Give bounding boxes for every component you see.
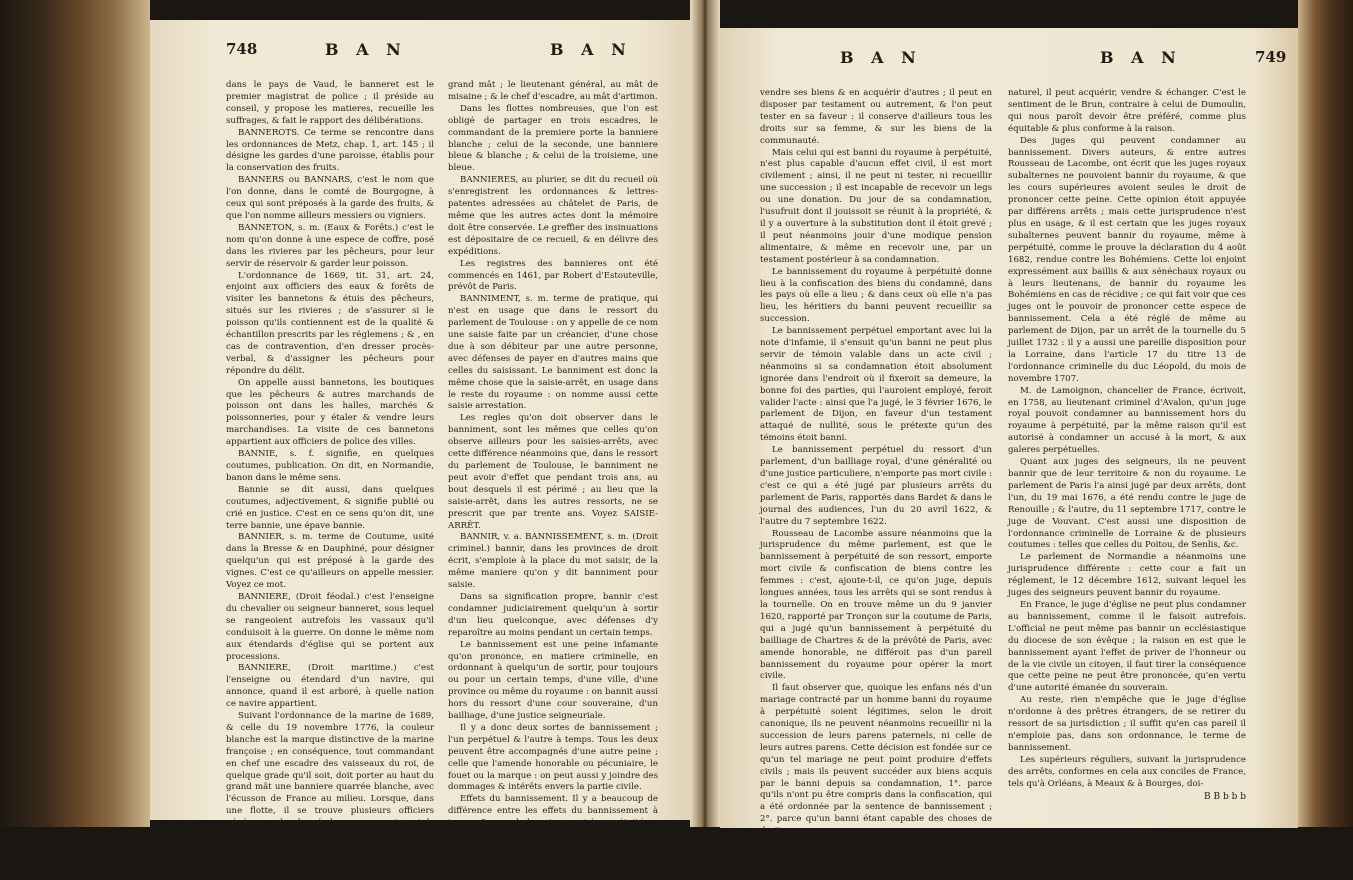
paragraph: BANNIERES, au plurier, se dit du recueil où s'enregistrent les ordonnances & lettres-patentes adressées au châtelet de Paris, de même que les autres actes dont la mémoire doit être conservée. Le greffier des insinuations est dépositaire de ce recueil, & en délivre des expéditions. xyxy=(448,175,658,257)
footer-title: Jurisprudence. Tome I. xyxy=(760,838,860,849)
paragraph: Le bannissement est une peine infamante qu'on prononce, en matiere criminelle, en ordonnant à quelqu'un de sortir, pour toujours ou pour un certain temps, d'une ville, d'une province ou même du royaume : on bannit aussi hors du ressort d'une cour souveraine, d'un bailliage, d'une justice seigneuriale. xyxy=(448,639,658,722)
paragraph: BANNIER, s. m. terme de Coutume, usité dans la Bresse & en Dauphiné, pour désigner quelqu'un qui est préposé à la garde des vignes. C'est ce qu'ailleurs on appelle messier. Voyez ce mot. xyxy=(226,532,434,591)
paragraph: Les supérieurs réguliers, suivant la jurisprudence des arrêts, conformes en cela aux conciles de France, tels qu'à Orléans, à Meaux & à Bourges, doi- xyxy=(1008,754,1246,789)
paragraph: BANNETON, s. m. (Eaux & Forêts.) c'est le nom qu'on donne à une espece de coffre, posé dans les rivieres par les pêcheurs, pour leur servir de réservoir & garder leur poisson. xyxy=(226,222,434,269)
paragraph: Les regles qu'on doit observer dans le banniment, sont les mêmes que celles qu'on observe ailleurs pour les saisies-arrêts, avec cette différence néanmoins que, dans le ressort du parlement de Toulouse, le banniment ne peut avoir d'effet que pendant trois ans, au bout desquels il est périmé ; au lieu que la saisie-arrêt, dans les autres ressorts, ne se prescrit que par trente ans. Voyez SAISIE-ARRÊT. xyxy=(448,413,658,531)
paragraph: BANNIE, s. f. signifie, en quelques coutumes, publication. On dit, en Normandie, banon dans le même sens. xyxy=(226,449,434,483)
paragraph: BANNIMENT, s. m. terme de pratique, qui n'est en usage que dans le ressort du parlement de Toulouse : on y appelle de ce nom une saisie faite par un créancier, d'une chose due à son débiteur par une autre personne, avec défenses de payer en d'autres mains que celles du saisissant. Le banniment est donc la même chose que la saisie-arrêt, en usage dans le reste du royaume : on nomme aussi cette saisie arrestation. xyxy=(448,294,658,412)
paragraph: Le bannissement du royaume à perpétuité donne lieu à la confiscation des biens du condamné, dans les pays où elle a lieu ; & dans ceux où elle n'a pas lieu, les héritiers du banni peuvent recueillir sa succession. xyxy=(760,266,992,325)
book-edge-left xyxy=(0,0,150,827)
paragraph: Rousseau de Lacombe assure néanmoins que la jurisprudence du même parlement, est que le bannissement à perpétuité de son ressort, emporte mort civile & confiscation de biens contre les femmes : c'est, ajoute-t-il, ce qu'on juge, depuis longues années, tous les arrêts qui se sont rendus à la tournelle. On en trouve même un du 9 janvier 1620, rapporté par Tronçon sur la coutume de Paris, qui a jugé qu'un bannissement à perpétuité du bailliage de Chartres & de la prévôté de Paris, avec amende honorable, ne différoit pas d'un pareil bannissement du royaume pour opérer la mort civile. xyxy=(760,528,992,682)
paragraph: Dans les flottes nombreuses, que l'on est obligé de partager en trois escadres, le commandant de la premiere porte la banniere blanche ; celui de la seconde, une banniere bleue & blanche ; & celui de la troisieme, une bleue. xyxy=(448,103,658,174)
paragraph: Effets du bannissement. Il y a beaucoup de différence entre les effets du bannissement à temps, & ceux du bannissement à perpétuité. xyxy=(448,794,658,829)
paragraph: Le bannissement perpétuel du ressort d'un parlement, d'un bailliage royal, d'une généralité ou d'une justice particuliere, n'emporte pas mort civile : c'est ce qui a été jugé par plusieurs arrêts du parlement de Paris, rapportés dans Bardet & dans le journal des audiences, l'un du 20 avril 1622, & l'autre du 7 septembre 1622. xyxy=(760,445,992,527)
paragraph: BANNERS ou BANNARS, c'est le nom que l'on donne, dans le comté de Bourgogne, à ceux qui sont préposés à la garde des fruits, & que l'on nomme ailleurs messiers ou vigniers. xyxy=(226,175,434,221)
paragraph: Au reste, rien n'empêche que le juge d'église n'ordonne à des prêtres étrangers, de se retirer du ressort de sa jurisdiction ; il suffit qu'en cas pareil il n'emploie pas, dans son ordonnance, le terme de bannissement. xyxy=(1008,695,1246,753)
paragraph: naturel, il peut acquérir, vendre & échanger. C'est le sentiment de le Brun, contraire à celui de Dumoulin, qui nous paroît devoir être préféré, comme plus équitable & plus conforme à la raison. xyxy=(1008,88,1246,134)
left-page-column-2 xyxy=(448,80,658,880)
paragraph: BANNIERE, (Droit maritime.) c'est l'enseigne ou étendard d'un navire, qui annonce, quand il est arboré, à quelle nation ce navire appartient. xyxy=(226,663,434,710)
signature-mark: B B b b b xyxy=(1204,792,1246,803)
page-number-right: 749 xyxy=(1255,48,1287,66)
paragraph: Le bannissement à temps n'emporte ni mort civile, ni confiscation ; celui qui y est condamné, peut xyxy=(448,830,658,864)
running-head-right-2: B A N xyxy=(1100,48,1182,67)
paragraph: Suivant l'ordonnance de la marine de 1689, & celle du 19 novembre 1776, la couleur blanche est la marque distinctive de la marine françoise ; en conséquence, tout commandant en chef une escadre des vaisseaux du roi, de quelque grade qu'il soit, doit porter au haut du grand mât une banniere quarrée blanche, avec l'écusson de France au milieu. Lorsque, dans une flotte, il se trouve plusieurs officiers généraux subordonnés les uns aux autres, tels qu'un vice-amiral, un lieutenant général, un chef d'escadre, chacun d'eux doit arborer la banniere blanche sur le vaisseau qu'il monte ; le vice-amiral, au xyxy=(226,711,434,876)
right-page xyxy=(720,28,1298,849)
running-head-right-1: B A N xyxy=(840,48,922,67)
paragraph: dans le pays de Vaud, le banneret est le premier magistrat de police ; il préside au conseil, y propose les matieres, recueille les suffrages, & fait le rapport des délibérations. xyxy=(226,80,434,126)
paragraph: L'ordonnance de 1669, tit. 31, art. 24, enjoint aux officiers des eaux & forêts de visiter les bannetons & étuis des pêcheurs, situés sur les rivieres ; de s'assurer si le poisson qu'ils contiennent est de la qualité & échantillon prescrits par les réglemens ; & , en cas de contravention, d'en dresser procès-verbal, & d'assigner les pêcheurs pour répondre du délit. xyxy=(226,270,434,376)
paragraph: Dans sa signification propre, bannir c'est condamner judiciairement quelqu'un à sortir d'un lieu quelconque, avec défenses d'y reparoître au moins pendant un certain temps. xyxy=(448,591,658,638)
paragraph: Bannie se dit aussi, dans quelques coutumes, adjectivement, & signifie publié ou crié en justice. C'est en ce sens qu'on dit, une terre bannie, une épave bannie. xyxy=(226,484,434,531)
paragraph: Le parlement de Normandie a néanmoins une jurisprudence différente : cette cour a fait un réglement, le 12 décembre 1612, suivant lequel les juges des seigneurs peuvent bannir du royaume. xyxy=(1008,552,1246,599)
paragraph: Il y a donc deux sortes de bannissement ; l'un perpétuel & l'autre à temps. Tous les deux peuvent être accompagnés d'une autre peine ; celle que l'amende honorable ou pécuniaire, le fouet ou la marque : on peut aussi y joindre des dommages & intérêts envers la partie civile. xyxy=(448,722,658,793)
running-head-left-1: B A N xyxy=(325,40,407,59)
paragraph: On appelle aussi bannetons, les boutiques que les pêcheurs & autres marchands de poisson ont dans les halles, marchés & poissonneries, pour y étaler & vendre leurs marchandises. La visite de ces bannetons appartient aux officiers de police des villes. xyxy=(226,377,434,448)
paragraph: Il faut observer que, quoique les enfans nés d'un mariage contracté par un homme banni du royaume à perpétuité soient légitimes, selon le droit canonique, ils ne peuvent néanmoins recueillir ni la succession de leurs parens paternels, ni celle de leurs autres parens. Cette décision est fondée sur ce qu'un tel mariage ne peut point produire d'effets civils ; mais ils peuvent succéder aux biens acquis par le banni depuis sa condamnation, 1°. parce qu'ils n'ont pu être compris dans la confiscation, qui a été ordonnée par la sentence de bannissement ; 2°. parce qu'un banni étant capable des choses de droit xyxy=(760,683,992,837)
paragraph: Les registres des bannieres ont été commencés en 1461, par Robert d'Estouteville, prévôt de Paris. xyxy=(448,258,658,293)
paragraph: BANNIR, v. a. BANNISSEMENT, s. m. (Droit criminel.) bannir, dans les provinces de droit écrit, s'emploie à la place du mot saisir, de la même maniere qu'on y dit banniment pour saisie. xyxy=(448,532,658,591)
right-page-column-2 xyxy=(1008,88,1246,804)
catchword: vendre xyxy=(626,867,658,878)
left-page xyxy=(150,20,690,878)
book-gutter xyxy=(690,0,720,827)
paragraph: Le bannissement perpétuel emportant avec lui la note d'infamie, il s'ensuit qu'un banni ne peut plus servir de témoin valable dans un acte civil ; néanmoins si sa condamnation étoit absolument ignorée dans l'endroit où il fixeroit sa demeure, la bonne foi des parties, qui l'auroient employé, feroit valider l'acte : ainsi que l'a jugé, le 3 février 1676, le parlement de Dijon, en faveur d'un testament attaqué de nullité, sous le prétexte qu'un des témoins étoit banni. xyxy=(760,326,992,444)
paragraph: vendre ses biens & en acquérir d'autres ; il peut en disposer par testament ou autrement, & l'on peut tester en sa faveur : il conserve d'ailleurs tous les droits sur sa femme, & sur les biens de la communauté. xyxy=(760,88,992,146)
paragraph: M. de Lamoignon, chancelier de France, écrivoit, en 1758, au lieutenant criminel d'Avalon, qu'un juge royal pouvoit condamner au bannissement hors du royaume à perpétuité, par la même raison qu'il est autorisé à condamner un accusé à la mort, & aux galeres perpétuelles. xyxy=(1008,385,1246,456)
paragraph: Quant aux juges des seigneurs, ils ne peuvent bannir que de leur territoire & non du royaume. Le parlement de Paris l'a ainsi jugé par deux arrêts, dont l'un, du 19 mai 1676, a été rendu contre le juge de Renouille ; & l'autre, du 11 septembre 1717, contre le juge de Vouvant. C'est aussi une disposition de l'ordonnance criminelle de Lorraine & de plusieurs coutumes : telles que celles du Poitou, de Senlis, &c. xyxy=(1008,457,1246,551)
right-page-column-1 xyxy=(760,88,992,850)
paragraph: grand mât ; le lieutenant général, au mât de misaine ; & le chef d'escadre, au mât d'artimon. xyxy=(448,80,658,102)
paragraph: BANNEROTS. Ce terme se rencontre dans les ordonnances de Metz, chap. 1, art. 145 ; il désigne les gardes d'une paroisse, établis pour la conservation des fruits. xyxy=(226,127,434,174)
book-cover-right xyxy=(1298,0,1353,827)
paragraph: BANNIERE, (Droit féodal.) c'est l'enseigne du chevalier ou seigneur banneret, sous lequel se rangeoient autrefois les vassaux qu'il conduisoit à la guerre. On donne le même nom aux étendards d'église qui se portent aux processions. xyxy=(226,591,434,662)
paragraph: Des juges qui peuvent condamner au bannissement. Divers auteurs, & entre autres Rousseau de Lacombe, ont écrit que les juges royaux subalternes ne pouvoient bannir du royaume, & que les cours supérieures avoient seules le droit de prononcer cette peine. Cette opinion étoit appuyée par différens arrêts ; mais cette jurisprudence n'est plus en usage, & il est certain que les juges royaux subalternes peuvent bannir du royaume, même à perpétuité, comme le prouve la déclaration du 4 août 1682, rendue contre les Bohémiens. Cette loi enjoint expressément aux baillis & aux sénéchaux royaux ou à leurs lieutenans, de bannir du royaume les Bohémiens en cas de récidive ; ce qui fait voir que ces juges ont le pouvoir de prononcer cette espece de bannissement. Cela a été réglé de même au parlement de Dijon, par un arrêt de la tournelle du 5 juillet 1732 : il y a aussi une pareille disposition pour la Lorraine, dans l'article 17 du titre 13 de l'ordonnance criminelle du duc Léopold, du mois de novembre 1707. xyxy=(1008,135,1246,384)
paragraph: En France, le juge d'église ne peut plus condamner au bannissement, comme il le faisoit autrefois. L'official ne peut même pas bannir un ecclésiastique du diocese de son évêque ; la raison en est que le bannissement ayant l'effet de priver de l'honneur ou de la vie civile un citoyen, il faut tirer la conséquence que cette peine ne peut être prononcée, qu'en vertu d'une autorité émanée du souverain. xyxy=(1008,599,1246,694)
running-head-left-2: B A N xyxy=(550,40,632,59)
paragraph: Mais celui qui est banni du royaume à perpétuité, n'est plus capable d'aucun effet civil, il est mort civilement ; ainsi, il ne peut ni tester, ni recueillir une succession ; il est incapable de recevoir un legs ou une donation. Du jour de sa condamnation, l'usufruit dont il jouissoit se réunit à la propriété, & il y a ouverture à la substitution dont il étoit grevé ; il peut néanmoins jouir d'une modique pension alimentaire, & même en recevoir une, par un testament postérieur à sa condamnation. xyxy=(760,147,992,265)
page-number-left: 748 xyxy=(226,40,258,58)
left-page-column-1 xyxy=(226,80,434,878)
